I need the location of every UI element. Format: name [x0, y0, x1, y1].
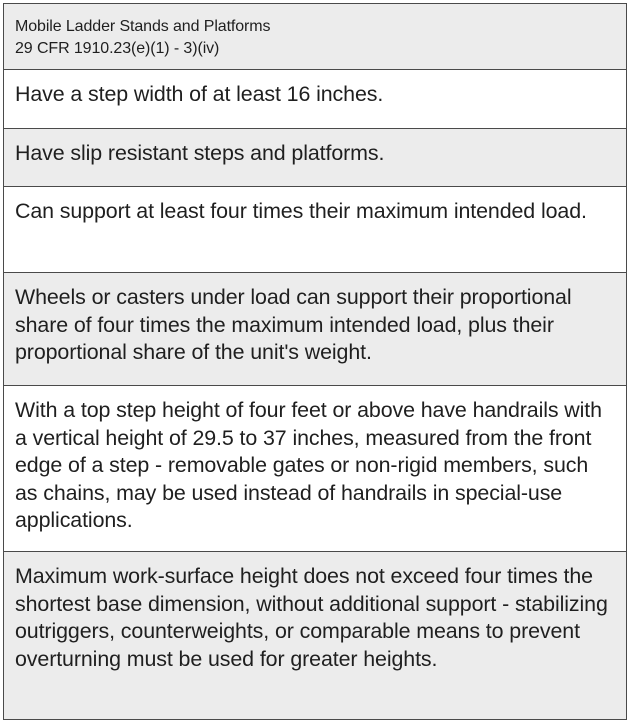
table-row: Can support at least four times their maximum intended load.	[4, 187, 626, 273]
table-row: Have slip resistant steps and platforms.	[4, 129, 626, 187]
table-title: Mobile Ladder Stands and Platforms	[15, 18, 271, 35]
table-row: Maximum work-surface height does not exceed four times the shortest base dimension, without additional support - stabilizing outriggers, counterweights, or comparable means to prevent overturning must be used for greater heights.	[4, 552, 626, 719]
regulation-citation: 29 CFR 1910.23(e)(1) - 3)(iv)	[15, 40, 220, 57]
table-row: Have a step width of at least 16 inches.	[4, 70, 626, 129]
table-row: Wheels or casters under load can support their proportional share of four times the maximum intended load, plus their proportional share of the unit's weight.	[4, 273, 626, 386]
table-header	[4, 4, 626, 70]
table-row: With a top step height of four feet or above have handrails with a vertical height of 29.5 to 37 inches, measured from the front edge of a step - removable gates or non-rigid members, such as chains, may be used instead of handrails in special-use applications.	[4, 386, 626, 552]
requirements-table	[3, 3, 627, 720]
